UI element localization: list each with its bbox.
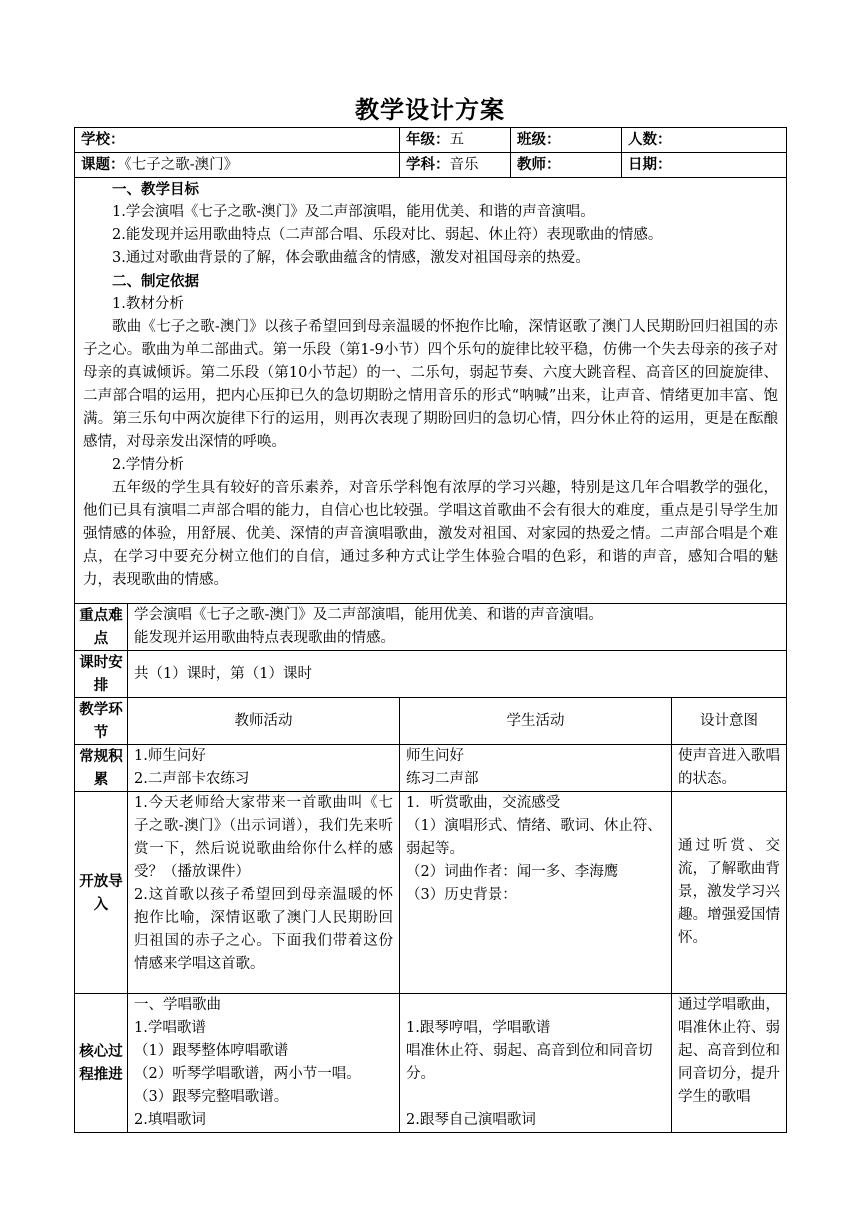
material-analysis-paragraph: 歌曲《七子之歌-澳门》以孩子希望回到母亲温暖的怀抱作比喻，深情讴歌了澳门人民期盼回归祖国的赤子之心。歌曲为单二部曲式。第一乐段（第1-9小节）四个乐句的旋律比较平稳，仿佛一个失去母亲的孩子对母亲的真诚倾诉。第二乐段（第10小节起）的一、二乐句，弱起节奏、六度大跳音程、高音区的回旋旋律、二声部合唱的运用，把内心压抑已久的急切期盼之情用音乐的形式“呐喊”出来，让声音、情绪更加丰富、饱满。第三乐句中两次旋律下行的运用，则再次表现了期盼回归的急切心情，四分休止符的运用，更是在酝酿感情，对母亲发出深情的呼唤。 (83, 319, 778, 450)
col-teacher-header: 教师活动 (128, 698, 400, 745)
col-student-header: 学生活动 (400, 698, 672, 745)
opening-student-line-3: （2）词曲作者：闻一多、李海鹰 (406, 864, 619, 880)
core-student-spacer-2 (406, 1086, 665, 1109)
routine-student-line-2: 练习二声部 (406, 771, 479, 787)
key-point-1: 学会演唱《七子之歌-澳门》及二声部演唱，能用优美、和谐的声音演唱。 (134, 607, 603, 623)
topic-label: 课题： (81, 156, 125, 173)
date-cell (622, 153, 787, 178)
key-points-label: 重点难点 (75, 604, 128, 651)
student-analysis-paragraph: 五年级的学生具有较好的音乐素养，对音乐学科饱有浓厚的学习兴趣，特别是这几年合唱教学的强化，他们已具有演唱二声部合唱的能力，自信心也比较强。学唱这首歌曲不会有很大的难度，重点是引导学生加强情感的体验，用舒展、优美、深情的声音演唱歌曲，激发对祖国、对家园的热爱之情。二声部合唱是个难点，在学习中要充分树立他们的自信，通过多种方式让学生体验合唱的色彩，和谐的声音，感知合唱的魅力，表现歌曲的情感。 (83, 480, 778, 588)
subject-label: 学科： (406, 156, 450, 173)
document-title: 教学设计方案 (355, 95, 505, 124)
core-teacher-line-5: （3）跟琴完整唱歌谱。 (134, 1089, 289, 1105)
process-header-row (75, 698, 787, 745)
subject-value: 音乐 (449, 157, 479, 173)
key-point-2: 能发现并运用歌曲特点表现歌曲的情感。 (134, 630, 395, 646)
topic-value: 《七子之歌-澳门》 (124, 157, 239, 173)
core-intent-cell: 通过学唱歌曲，唱准休止符、弱起、高音到位和同音切分，提升学生的歌唱 (672, 994, 787, 1133)
key-points-cell (128, 604, 787, 651)
subsection-student-title: 2.学情分析 (112, 457, 184, 473)
count-label: 人数： (628, 131, 672, 148)
objectives-row (75, 178, 787, 604)
opening-teacher-para-2: 2.这首歌以孩子希望回到母亲温暖的怀抱作比喻，深情讴歌了澳门人民期盼回归祖国的赤子之心。下面我们带着这份情感来学唱这首歌。 (134, 887, 393, 972)
opening-student-line-2: （1）演唱形式、情绪、歌词、休止符、弱起等。 (406, 818, 662, 857)
core-row (75, 994, 787, 1133)
col-intent-header: 设计意图 (672, 698, 787, 745)
routine-row (75, 745, 787, 792)
routine-teacher-line-1: 1.师生问好 (134, 748, 206, 764)
subsection-material-title: 1.教材分析 (112, 296, 184, 312)
school-label: 学校： (81, 131, 125, 148)
core-student-line-2: 唱准休止符、弱起、高音到位和同音切分。 (406, 1043, 653, 1082)
grade-cell (400, 128, 511, 153)
core-label: 核心过程推进 (75, 994, 128, 1133)
opening-intent-cell: 通过听赏、交流，了解歌曲背景，激发学习兴趣。增强爱国情怀。 (672, 792, 787, 994)
core-teacher-line-6: 2.填唱歌词 (134, 1112, 206, 1128)
core-student-spacer-1 (406, 994, 665, 1017)
opening-row (75, 792, 787, 994)
school-cell (75, 128, 400, 153)
objective-3: 3.通过对歌曲背景的了解，体会歌曲蕴含的情感，激发对祖国母亲的热爱。 (112, 250, 590, 266)
section-objectives-title: 一、教学目标 (112, 181, 199, 198)
objectives-cell (75, 178, 787, 604)
header-row-2 (75, 153, 787, 178)
core-teacher-cell (128, 994, 400, 1133)
core-student-line-1: 1.跟琴哼唱，学唱歌谱 (406, 1020, 551, 1036)
grade-value: 五 (449, 132, 464, 148)
teacher-cell (511, 153, 622, 178)
topic-cell (75, 153, 400, 178)
opening-student-cell (400, 792, 672, 994)
core-student-cell (400, 994, 672, 1133)
section-basis-title: 二、制定依据 (112, 273, 199, 290)
date-label: 日期： (628, 156, 672, 173)
subject-cell (400, 153, 511, 178)
routine-student-line-1: 师生问好 (406, 748, 464, 764)
routine-student-cell (400, 745, 672, 792)
routine-teacher-cell (128, 745, 400, 792)
teacher-label: 教师： (517, 156, 561, 173)
schedule-value: 共（1）课时，第（1）课时 (128, 651, 787, 698)
header-row-1 (75, 128, 787, 153)
core-student-line-3: 2.跟琴自己演唱歌词 (406, 1112, 536, 1128)
objective-2: 2.能发现并运用歌曲特点（二声部合唱、乐段对比、弱起、休止符）表现歌曲的情感。 (112, 227, 663, 243)
routine-teacher-line-2: 2.二声部卡农练习 (134, 771, 250, 787)
count-cell (622, 128, 787, 153)
objective-1: 1.学会演唱《七子之歌-澳门》及二声部演唱，能用优美、和谐的声音演唱。 (112, 204, 595, 220)
core-teacher-line-2: 1.学唱歌谱 (134, 1020, 206, 1036)
class-cell (511, 128, 622, 153)
core-teacher-line-3: （1）跟琴整体哼唱歌谱 (134, 1043, 289, 1059)
opening-label: 开放导入 (75, 792, 128, 994)
schedule-row (75, 651, 787, 698)
routine-label: 常规积累 (75, 745, 128, 792)
opening-student-line-1: 1．听赏歌曲，交流感受 (406, 795, 561, 811)
routine-intent-cell: 使声音进入歌唱的状态。 (672, 745, 787, 792)
core-teacher-line-1: 一、学唱歌曲 (134, 997, 221, 1013)
key-points-row (75, 604, 787, 651)
opening-teacher-para-1: 1.今天老师给大家带来一首歌曲叫《七子之歌-澳门》（出示词谱），我们先来听赏一下，然后说说歌曲给你什么样的感受？（播放课件） (134, 795, 393, 880)
grade-label: 年级： (406, 131, 450, 148)
opening-teacher-cell (128, 792, 400, 994)
schedule-label: 课时安排 (75, 651, 128, 698)
core-teacher-line-4: （2）听琴学唱歌谱，两小节一唱。 (134, 1066, 361, 1082)
opening-student-line-4: （3）历史背景： (406, 887, 517, 903)
process-label: 教学环节 (75, 698, 128, 745)
lesson-plan-table (74, 127, 787, 1133)
class-label: 班级： (517, 131, 561, 148)
